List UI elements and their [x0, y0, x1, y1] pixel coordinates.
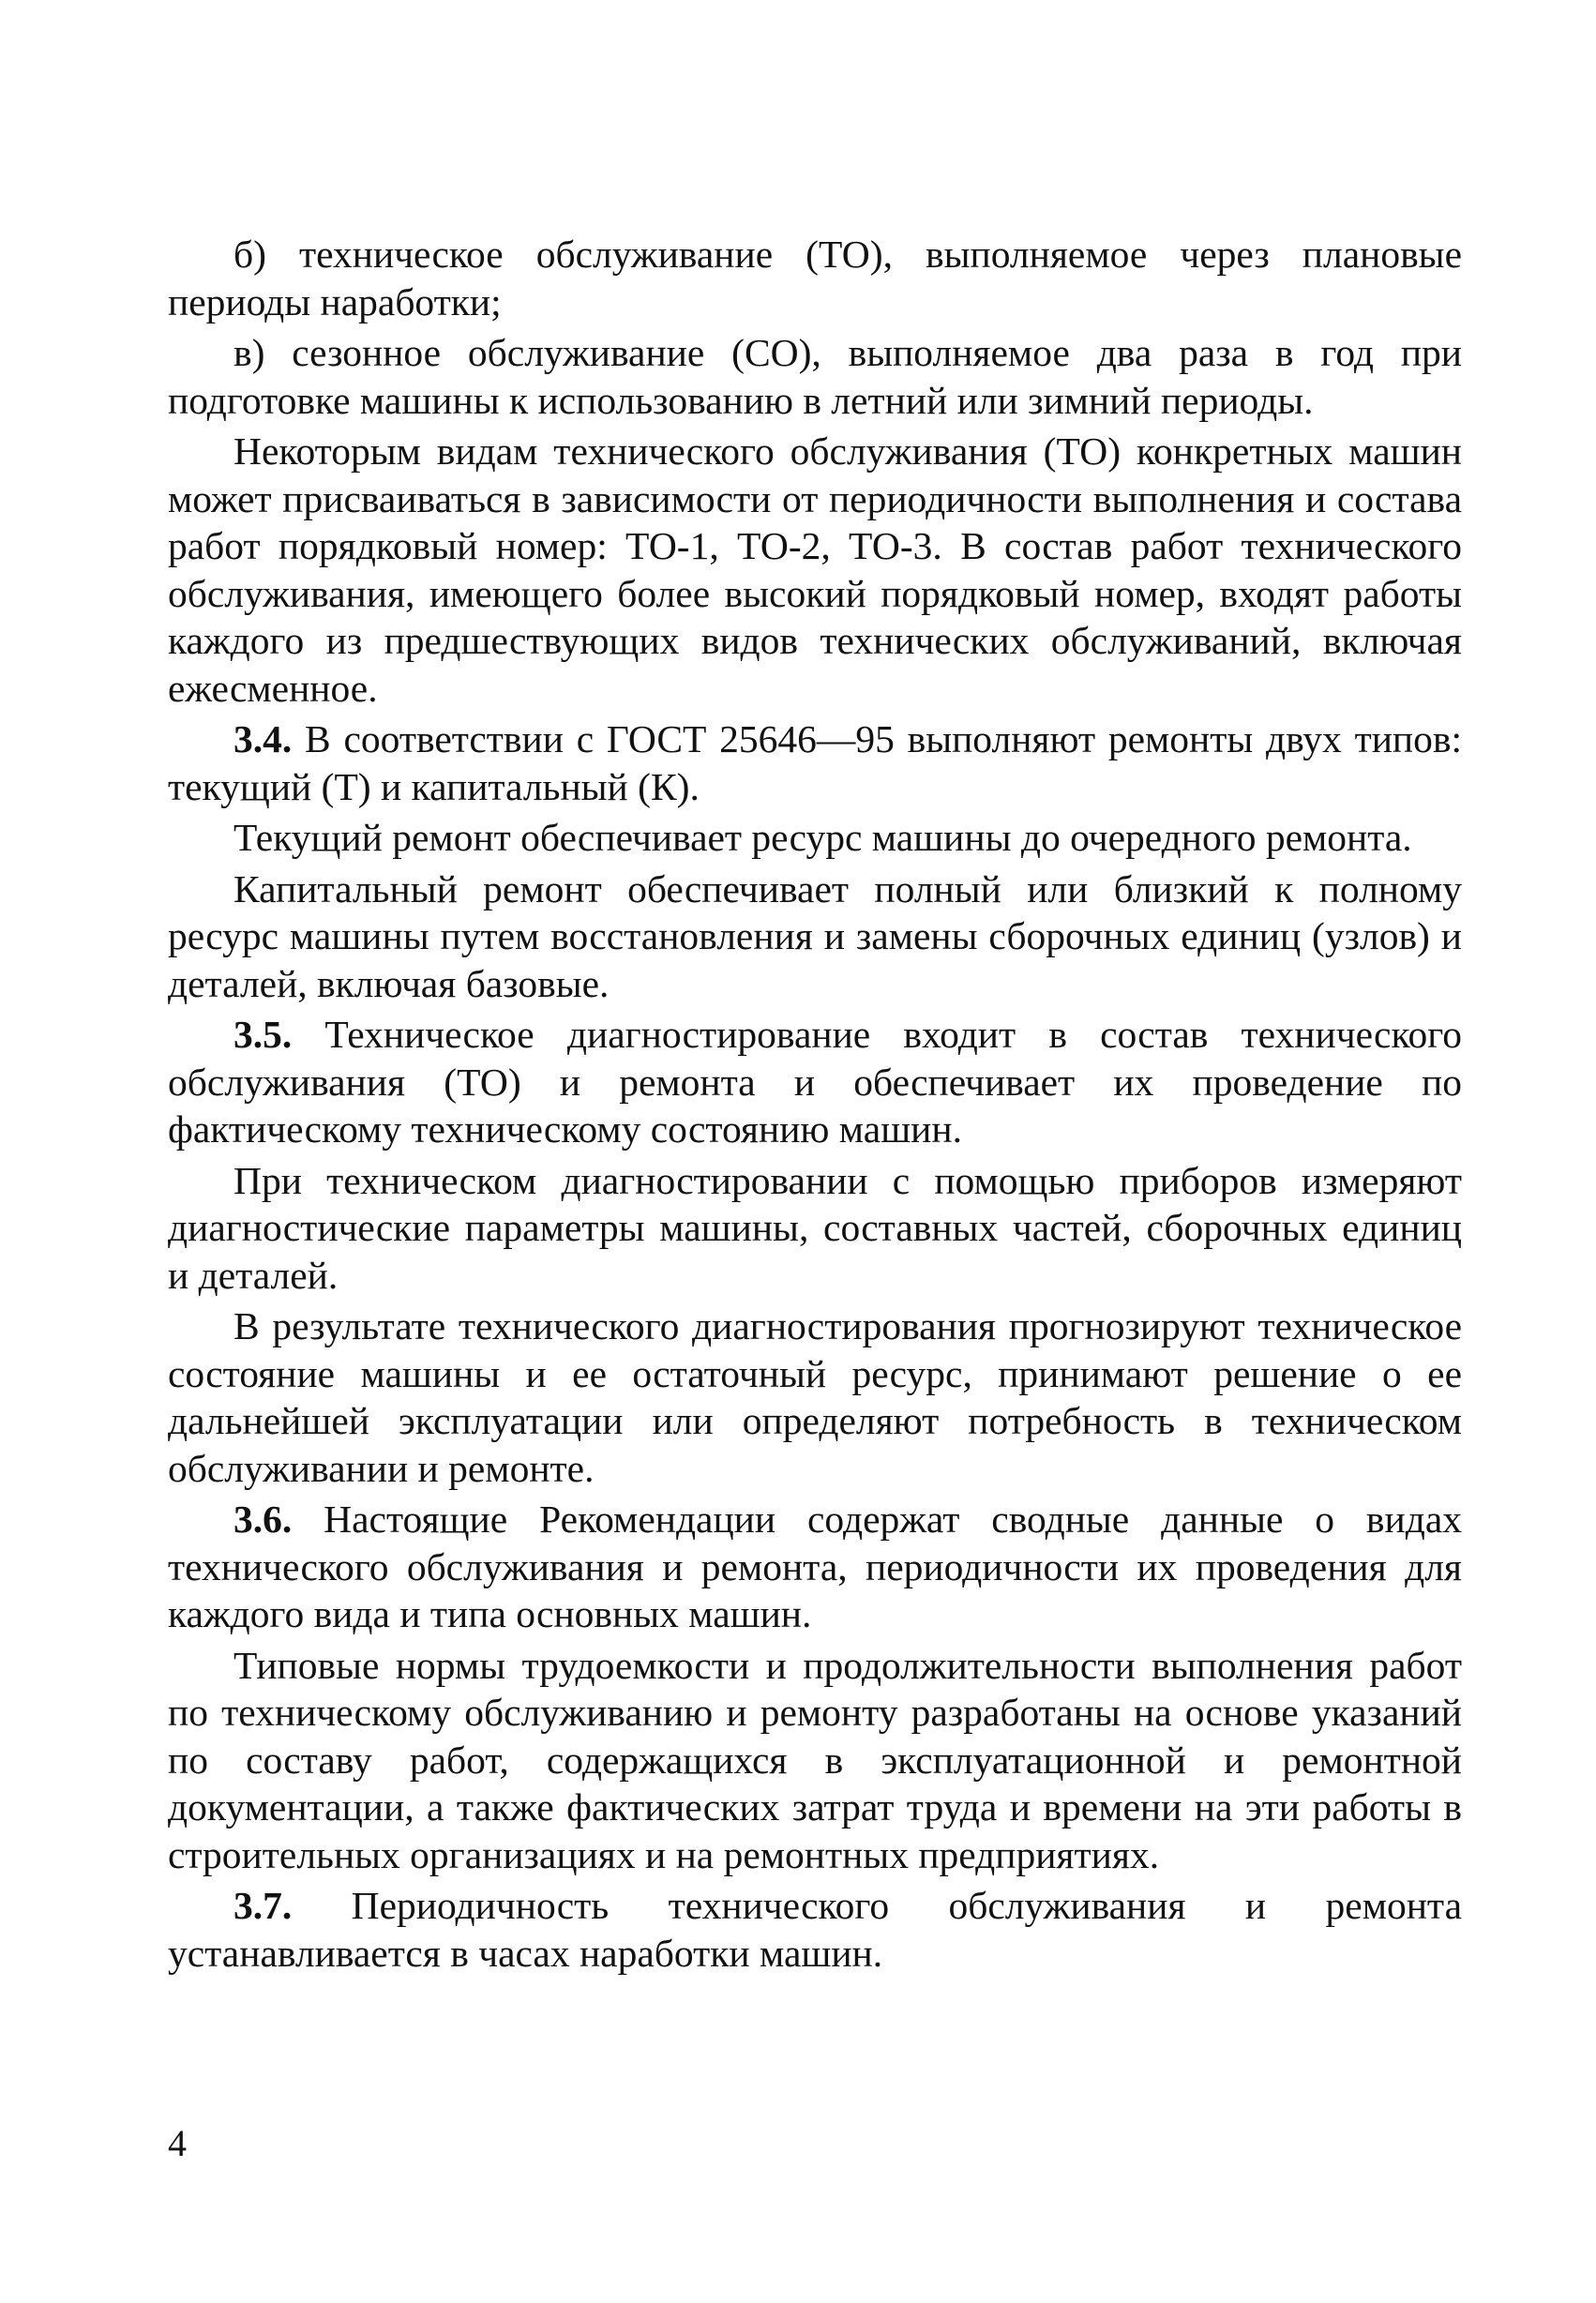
section-number: 3.6.: [233, 1498, 293, 1541]
paragraph-text: Некоторым видам технического обслуживания (ТО) конкретных машин может присваиваться в зависимости от периодичности выполнения и состава работ порядковый номер: ТО-1, ТО-2, ТО-3. В состав работ технического обслуживания, имеющего более высокий порядковый номер, входят работы каждого из предшествующих видов технических обслуживаний, включая ежесменное.: [168, 429, 1462, 710]
paragraph-3-6: [168, 1496, 1462, 1638]
paragraph-text: в) сезонное обслуживание (СО), выполняемое два раза в год при подготовке машины к использованию в летний или зимний периоды.: [168, 331, 1462, 422]
paragraph-text: б) техническое обслуживание (ТО), выполняемое через плановые периоды наработки;: [168, 233, 1462, 324]
paragraph-text: В соответствии с ГОСТ 25646—95 выполняют ремонты двух типов: текущий (Т) и капитальный (К).: [168, 717, 1462, 808]
text-column: [168, 231, 1462, 1980]
section-number: 3.4.: [233, 717, 293, 760]
section-number: 3.7.: [233, 1884, 293, 1927]
paragraph-3-4: [168, 715, 1462, 810]
paragraph-text: Настоящие Рекомендации содержат сводные данные о видах технического обслуживания и ремонта, периодичности их проведения для каждого вида и типа основных машин.: [168, 1498, 1463, 1635]
paragraph-text: Техническое диагностирование входит в состав технического обслуживания (ТО) и ремонта и обеспечивает их проведение по фактическому техническому состоянию машин.: [168, 1013, 1462, 1151]
paragraph-capital-repair: [168, 866, 1462, 1008]
paragraph-text: В результате технического диагностирования прогнозируют техническое состояние машины и ее остаточный ресурс, принимают решение о ее дальнейшей эксплуатации или определяют потребность в техническом обслуживании и ремонте.: [168, 1304, 1462, 1490]
section-number: 3.5.: [233, 1013, 293, 1056]
paragraph-text: При техническом диагностировании с помощью приборов измеряют диагностические параметры машины, составных частей, сборочных единиц и деталей.: [168, 1158, 1462, 1297]
paragraph-diagnostics-measure: [168, 1157, 1462, 1300]
paragraph-text: Периодичность технического обслуживания и ремонта устанавливается в часах наработки машин.: [168, 1884, 1462, 1975]
paragraph-b-maintenance: [168, 231, 1462, 325]
page-number: 4: [168, 2122, 187, 2164]
paragraph-maintenance-numbering: [168, 428, 1462, 712]
paragraph-text: Капитальный ремонт обеспечивает полный или близкий к полному ресурс машины путем восстановления и замены сборочных единиц (узлов) и деталей, включая базовые.: [168, 866, 1462, 1005]
paragraph-diagnostics-result: [168, 1302, 1462, 1492]
paragraph-text: Типовые нормы трудоемкости и продолжительности выполнения работ по техническому обслуживанию и ремонту разработаны на основе указаний по составу работ, содержащихся в эксплуатационной и ремонтной документации, а также фактических затрат труда и времени на эти работы в строительных организациях и на ремонтных предприятиях.: [168, 1643, 1462, 1876]
paragraph-current-repair: [168, 814, 1462, 862]
paragraph-v-seasonal: [168, 329, 1462, 424]
paragraph-3-5: [168, 1011, 1462, 1153]
paragraph-3-7: [168, 1882, 1462, 1977]
paragraph-labor-norms: [168, 1642, 1462, 1879]
paragraph-text: Текущий ремонт обеспечивает ресурс машины до очередного ремонта.: [233, 816, 1412, 859]
